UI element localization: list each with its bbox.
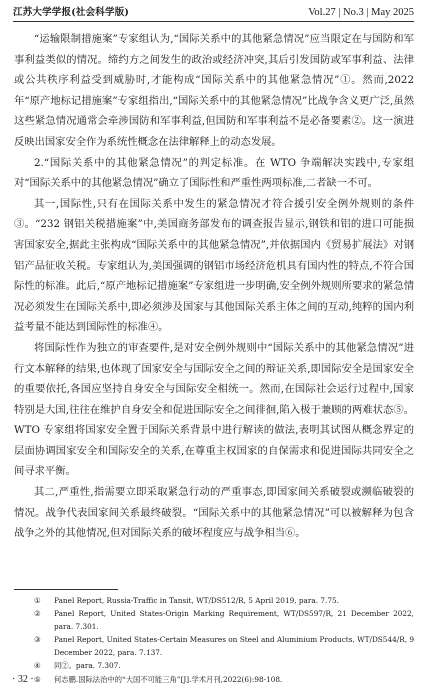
running-header bbox=[13, 6, 414, 22]
footnote-text: Panel Report, Russia-Traffic in Tansit, WT/DS512/R, 5 April 2019, para. 7.75. bbox=[54, 596, 339, 605]
footnote bbox=[14, 633, 414, 659]
paragraph: 其二,严重性,指需要立即采取紧急行动的严重事态,即国家间关系破裂或濒临破裂的情况。战争代表国家间关系最终破裂。“国际关系中的其他紧急情况”可以被解释为包含战争之外的其他情况,但对国际关系的破坏程度应与战争相当⑥。 bbox=[14, 486, 414, 540]
paragraph: 2.“国际关系中的其他紧急情况”的判定标准。在 WTO 争端解决实践中,专家组对“国际关系中的其他紧急情况”确立了国际性和严重性两项标准,二者缺一不可。 bbox=[14, 156, 414, 190]
footnote-mark: ② bbox=[34, 609, 41, 619]
footnotes bbox=[14, 594, 414, 686]
footnote bbox=[14, 594, 414, 607]
footnote-text: Panel Report, United States-Certain Measures on Steel and Aluminium Products, WT/DS544/R, 9 December 2022, para. 7.137. bbox=[54, 635, 414, 658]
issue-info: Vol.27 | No.3 | May 2025 bbox=[308, 7, 414, 18]
footnote-mark: ⑤ bbox=[34, 674, 41, 684]
footnote-mark: ④ bbox=[34, 661, 41, 671]
footnote-mark: ① bbox=[34, 596, 41, 605]
paragraph: 其一,国际性,只有在国际关系中发生的紧急情况才符合援引安全例外规则的条件③。“232 钢铝关税措施案”中,美国商务部发布的调查报告显示,钢铁和铝的进口可能损害国家安全,据此主张构成“国际关系中的其他紧急情况”,并依据国内《贸易扩展法》对钢铝产品征收关税。专家组认为,美国强调的钢铝市场经济危机具有国内性的特点,不符合国际性的标准。此后,“原产地标记措施案”专家组进一步明确,安全例外规则所要求的紧急情况必须发生在国际关系中,即必须涉及国家与其他国际关系主体之间的互动,纯粹的国内利益考量不能达到国际性的标准④。 bbox=[14, 197, 414, 334]
footnote-text: Panel Report, United States-Origin Marking Requirement, WT/DS597/R, 21 December 2022, para. 7.301. bbox=[54, 609, 414, 632]
journal-title: 江苏大学学报(社会科学版) bbox=[13, 7, 130, 18]
footnote-rule bbox=[14, 589, 118, 590]
footnote bbox=[14, 673, 414, 686]
article-body bbox=[14, 29, 414, 544]
footnote-mark: ③ bbox=[34, 635, 41, 645]
paragraph: 将国际性作为独立的审查要件,是对安全例外规则中“国际关系中的其他紧急情况”进行文本解释的结果,也体现了国家安全与国际安全之间的辩证关系,即国际安全是国家安全的重要依托,各国应坚持自身安全与国际安全相统一。然而,在国际社会运行过程中,国家特别是大国,往往在维护自身安全和促进国际安全之间徘徊,陷入极于兼顾的两难状态⑤。WTO 专家组将国家安全置于国际关系背景中进行解读的做法,表明其试图从概念界定的层面协调国家安全和国际安全的关系,在尊重主权国家的自保需求和促进国际共同安全之间寻求平衡。 bbox=[14, 341, 414, 478]
footnote bbox=[14, 659, 414, 672]
footnote-text: 何志鹏.国际法治中的“大国不可能三角”[J].学术月刊,2022(6):98-108. bbox=[54, 674, 283, 684]
footnote-text: 同②。para. 7.307. bbox=[54, 661, 121, 671]
footnote bbox=[14, 607, 414, 633]
header-rule bbox=[13, 21, 414, 22]
page-number: · 32 · bbox=[12, 674, 34, 685]
paragraph: “运输限制措施案”专家组认为,“国际关系中的其他紧急情况”应当限定在与国防和军事利益类似的情况。缔约方之间发生的政治或经济冲突,其后引发国防或军事利益、法律或公共秩序利益受到威胁时,才能构成“国际关系中的其他紧急情况”①。然而,2022 年“原产地标记措施案”专家组指出,“国际关系中的其他紧急情况”比战争含义更广泛,虽然这些紧急情况通常会牵涉国防和军事利益,但国防和军事利益不是必备要素②。这一演进反映出国家安全作为系统性概念在法律解释上的动态发展。 bbox=[14, 33, 414, 148]
